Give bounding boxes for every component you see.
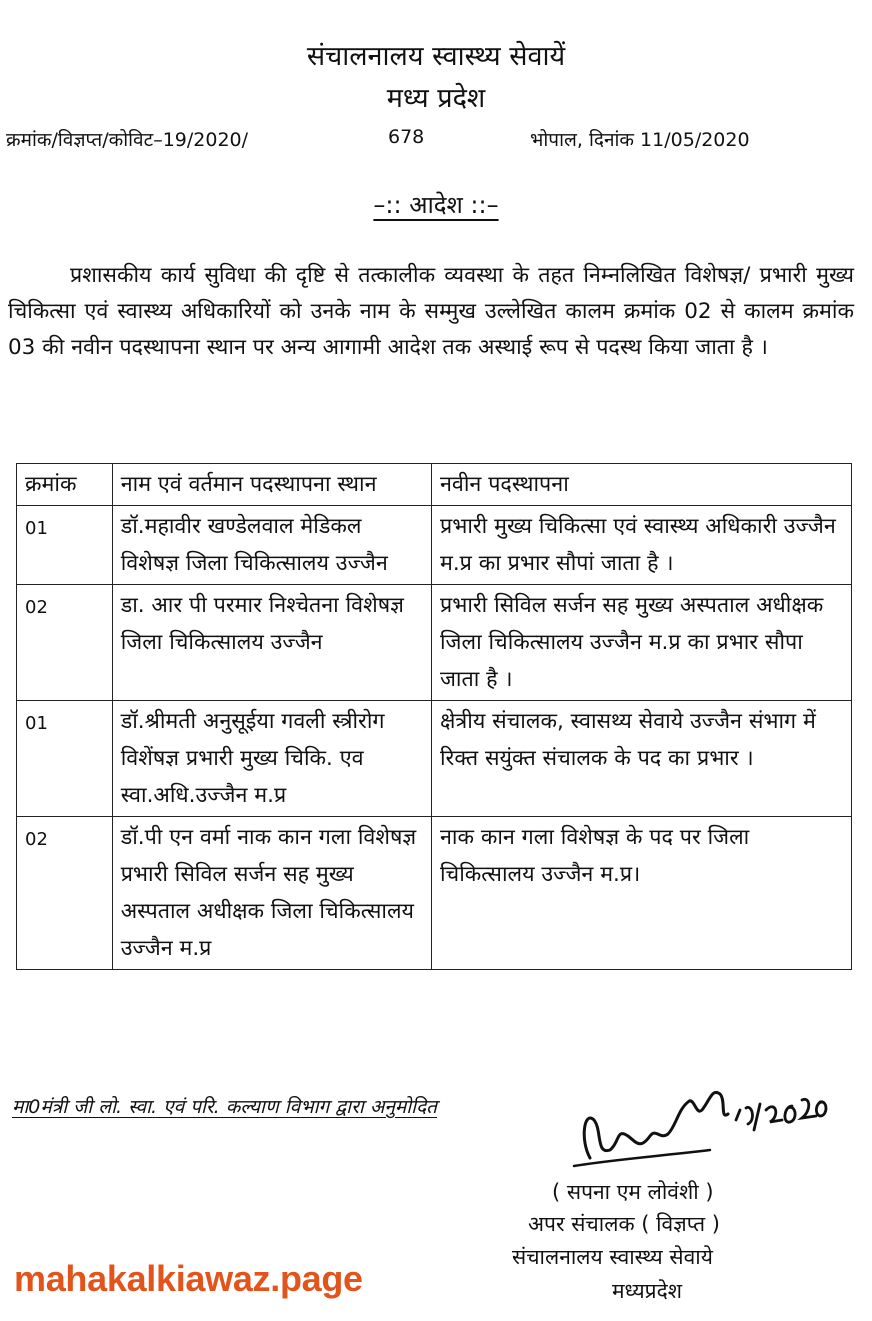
row-new-posting: प्रभारी सिविल सर्जन सह मुख्य अस्पताल अधीक्षक जिला चिकित्सालय उज्जैन म.प्र का प्रभार सौपा जाता है । <box>431 585 851 701</box>
order-reference: क्रमांक/विज्ञप्त/कोविट–19/2020/ <box>6 129 249 151</box>
order-title-text: –:: आदेश ::– <box>373 191 499 219</box>
state-heading: मध्य प्रदेश <box>386 83 486 114</box>
table-row <box>17 585 852 701</box>
row-name: डॉ.पी एन वर्मा नाक कान गला विशेषज्ञ प्रभारी सिविल सर्जन सह मुख्य अस्पताल अधीक्षक जिला चिकित्सालय उज्जैन म.प्र <box>112 817 431 970</box>
row-name: डॉ.महावीर खण्डेलवाल मेडिकल विशेषज्ञ जिला चिकित्सालय उज्जैन <box>112 506 431 585</box>
table-row <box>17 817 852 970</box>
order-title <box>0 188 872 221</box>
order-number: 678 <box>388 126 425 148</box>
row-new-posting: क्षेत्रीय संचालक, स्वासथ्य सेवाये उज्जैन संभाग में रिक्त सयुंक्त संचालक के पद का प्रभार । <box>431 701 851 817</box>
row-new-posting: प्रभारी मुख्य चिकित्सा एवं स्वास्थ्य अधिकारी उज्जैन म.प्र का प्रभार सौपां जाता है । <box>431 506 851 585</box>
signatory-office: संचालनालय स्वास्थ्य सेवाये <box>512 1245 713 1269</box>
header-name-current: नाम एवं वर्तमान पदस्थापना स्थान <box>112 464 431 506</box>
office-heading: संचालनालय स्वास्थ्य सेवायें <box>306 41 566 72</box>
signatory-state: मध्यप्रदेश <box>612 1279 683 1303</box>
header-new-posting: नवीन पदस्थापना <box>431 464 851 506</box>
row-name: डा. आर पी परमार निश्चेतना विशेषज्ञ जिला चिकित्सालय उज्जैन <box>112 585 431 701</box>
place-date: भोपाल, दिनांक 11/05/2020 <box>530 129 750 151</box>
row-serial: 02 <box>17 585 113 701</box>
signatory-name: ( सपना एम लोवंशी ) <box>552 1180 714 1204</box>
row-serial: 01 <box>17 701 113 817</box>
handwritten-signature <box>570 1080 830 1175</box>
watermark: mahakalkiawaz.page <box>14 1258 363 1299</box>
approval-note: मा0मंत्री जी लो. स्वा. एवं परि. कल्याण विभाग द्वारा अनुमोदित <box>12 1096 438 1118</box>
posting-table <box>16 463 852 970</box>
row-name: डॉ.श्रीमती अनुसूईया गवली स्त्रीरोग विशेंषज्ञ प्रभारी मुख्य चिकि. एव स्वा.अधि.उज्जैन म.प्र <box>112 701 431 817</box>
order-body-text: प्रशासकीय कार्य सुविधा की दृष्टि से तत्कालीक व्यवस्था के तहत निम्नलिखित विशेषज्ञ/ प्रभारी मुख्य चिकित्सा एवं स्वास्थ्य अधिकारियों को उनके नाम के सम्मुख उल्लेखित कालम क्रमांक 02 से कालम क्रमांक 03 की नवीन पदस्थापना स्थान पर अन्य आगामी आदेश तक अस्थाई रूप से पदस्थ किया जाता है । <box>8 263 854 360</box>
row-serial: 01 <box>17 506 113 585</box>
row-serial: 02 <box>17 817 113 970</box>
signatory-designation: अपर संचालक ( विज्ञप्त ) <box>528 1212 720 1236</box>
row-new-posting: नाक कान गला विशेषज्ञ के पद पर जिला चिकित्सालय उज्जैन म.प्र। <box>431 817 851 970</box>
table-header-row <box>17 464 852 506</box>
header-serial: क्रमांक <box>17 464 113 506</box>
table-row <box>17 506 852 585</box>
table-row <box>17 701 852 817</box>
